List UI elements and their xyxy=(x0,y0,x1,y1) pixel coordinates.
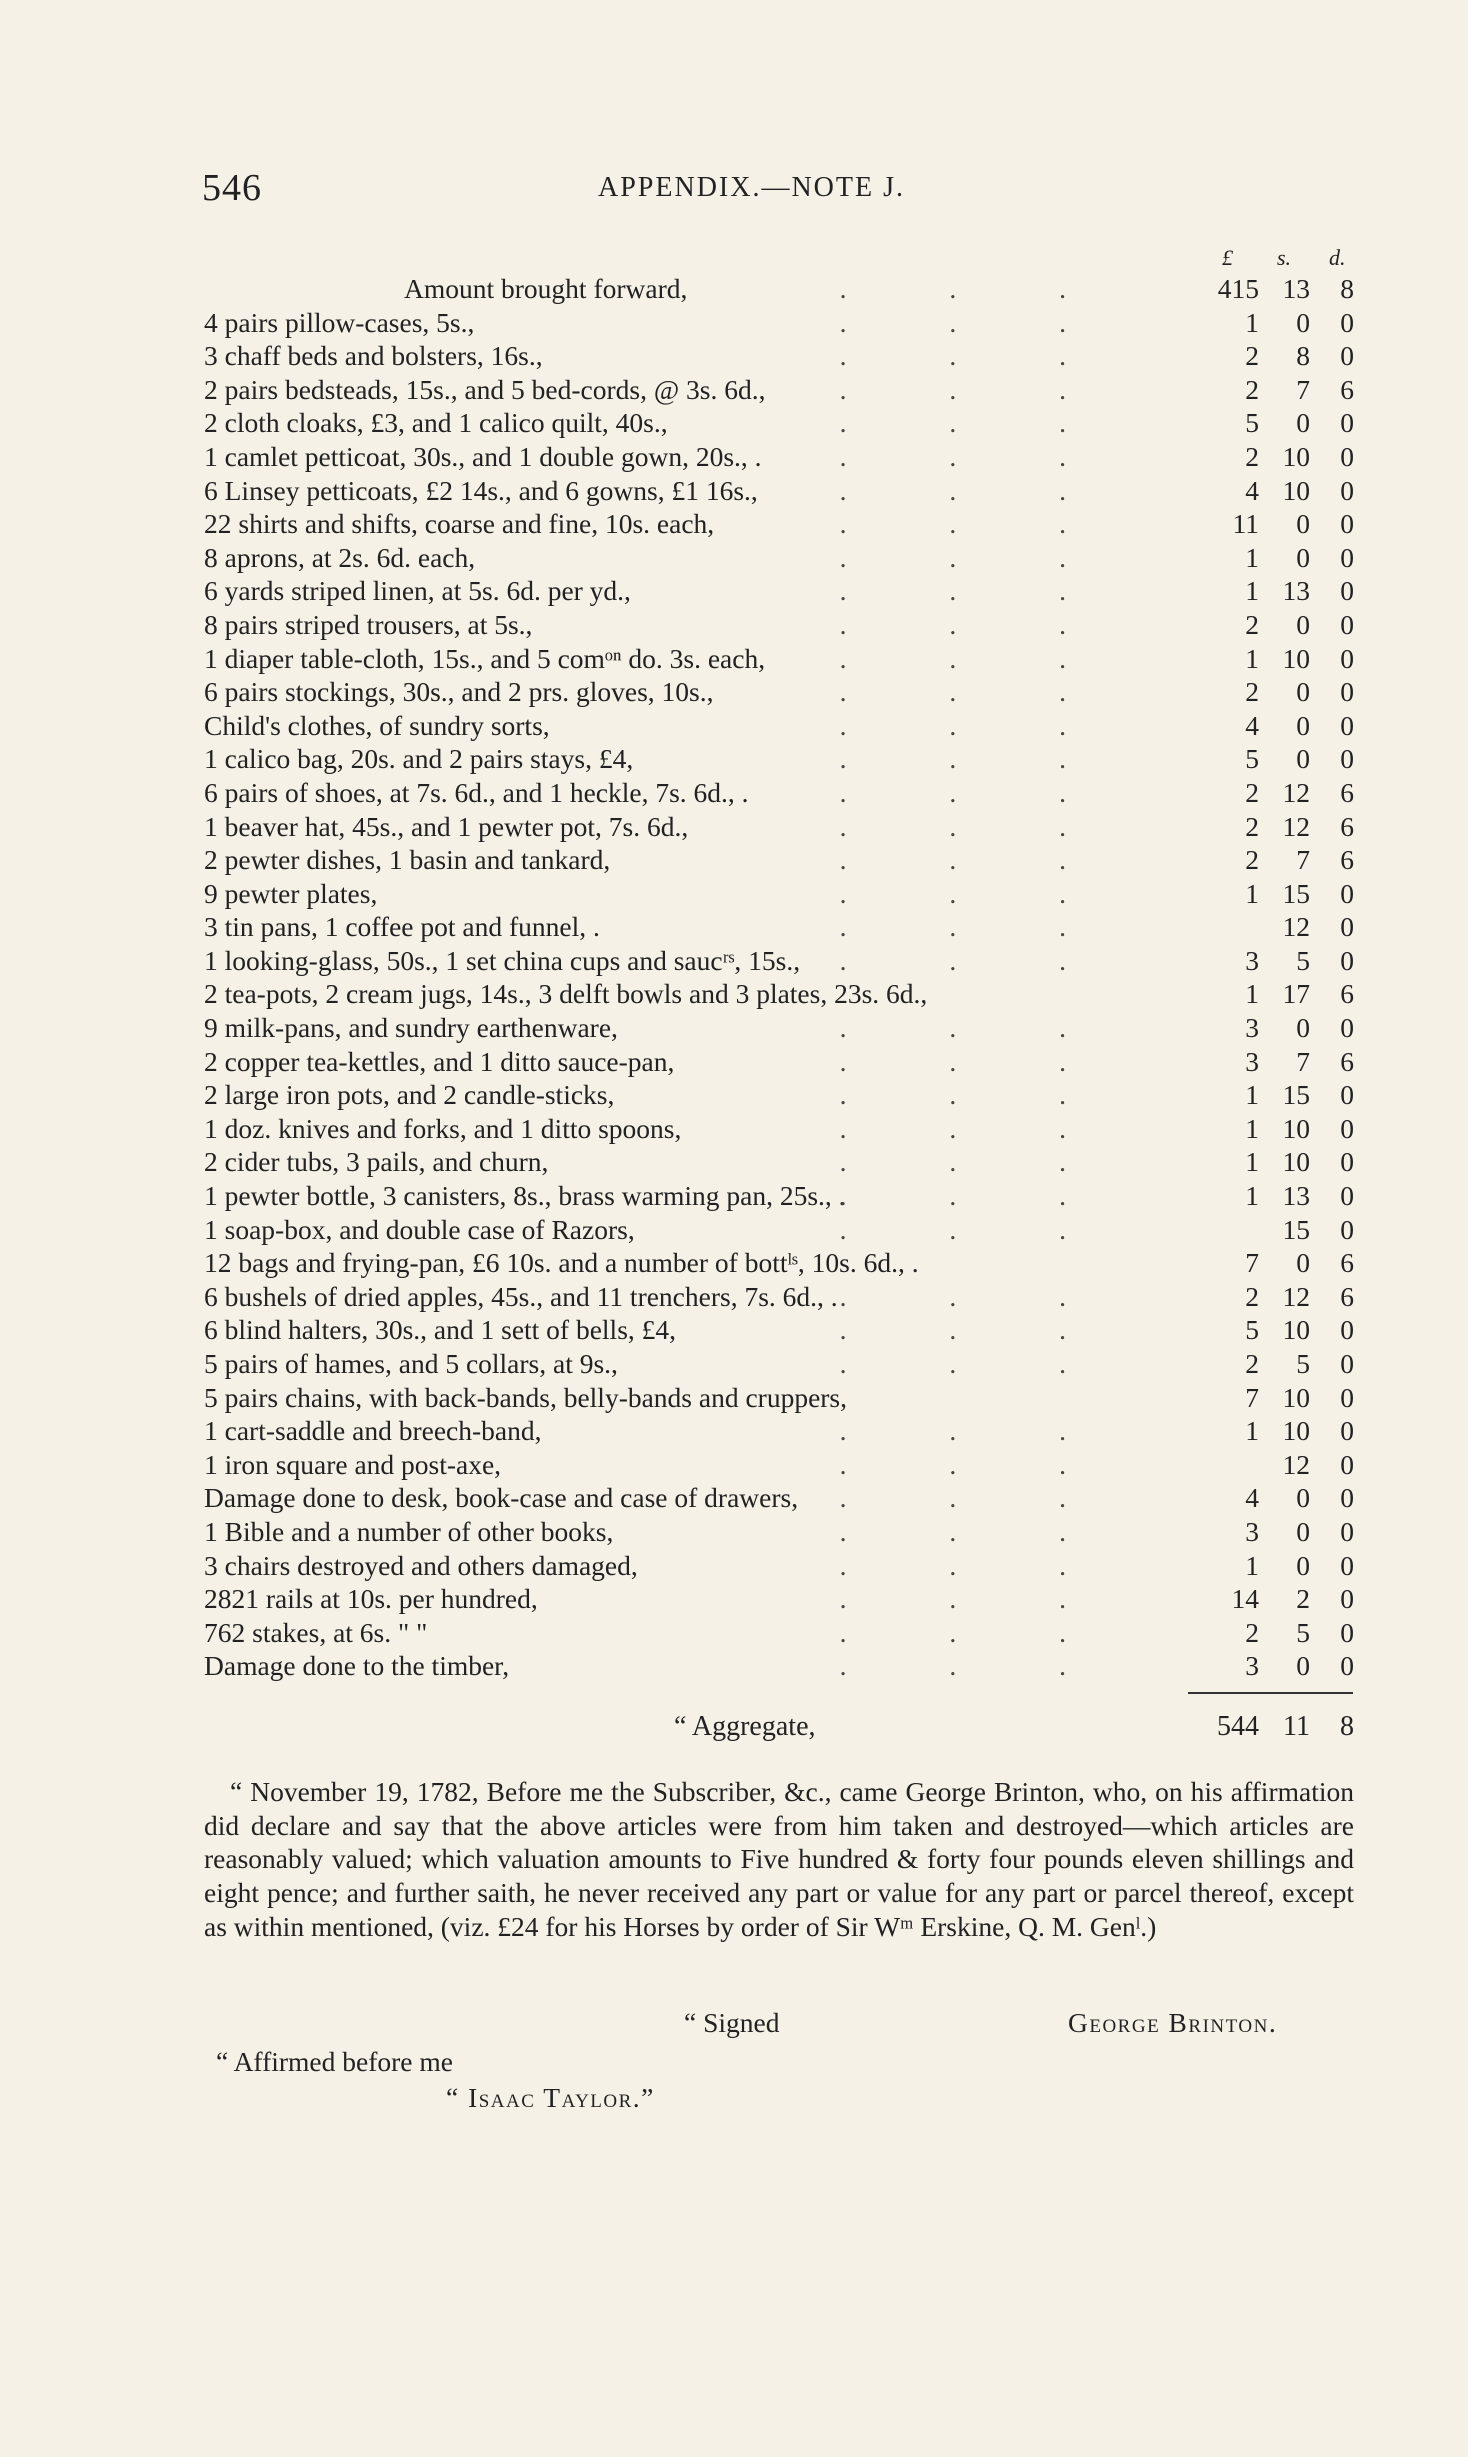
dot-leaders: . . . xyxy=(839,306,1114,338)
ledger-shillings: 15 xyxy=(1282,1079,1310,1111)
ledger-pounds: 1 xyxy=(1245,1415,1259,1447)
ledger-item: 1 iron square and post-axe, xyxy=(204,1448,502,1480)
ledger-shillings: 5 xyxy=(1296,1348,1310,1379)
ledger-pence: 0 xyxy=(1340,676,1354,708)
ledger-shillings: 10 xyxy=(1282,1415,1310,1447)
ledger-pounds: 2 xyxy=(1245,1616,1259,1648)
ledger-pounds: 1 xyxy=(1245,541,1259,573)
ledger-shillings: 7 xyxy=(1296,844,1310,876)
ledger-item: 1 looking-glass, 50s., 1 set china cups and saucʳˢ, 15s., xyxy=(204,944,801,976)
ledger-row xyxy=(204,1347,1354,1381)
ledger-shillings: 0 xyxy=(1296,1515,1310,1547)
ledger-pence: 0 xyxy=(1340,944,1354,976)
ledger-shillings: 12 xyxy=(1282,1280,1310,1312)
ledger-pence: 0 xyxy=(1340,306,1354,338)
ledger-row xyxy=(204,272,1354,306)
ledger-pounds: 3 xyxy=(1245,1515,1259,1547)
ledger-item: Child's clothes, of sundry sorts, xyxy=(204,709,550,741)
ledger-pence: 6 xyxy=(1340,1045,1354,1077)
ledger-pounds: 3 xyxy=(1245,1045,1259,1077)
dot-leaders: . . . xyxy=(839,844,1114,876)
dot-leaders: . . . xyxy=(839,1012,1114,1044)
ledger-shillings: 0 xyxy=(1296,676,1310,708)
ledger-row xyxy=(204,675,1354,709)
ledger-pounds: 2 xyxy=(1245,440,1259,472)
ledger-pence: 6 xyxy=(1340,776,1354,808)
ledger-pence: 0 xyxy=(1340,1180,1354,1212)
ledger-item: 3 tin pans, 1 coffee pot and funnel, . xyxy=(204,911,600,943)
ledger-shillings: 13 xyxy=(1282,575,1310,607)
ledger-item: 8 pairs striped trousers, at 5s., xyxy=(204,608,533,640)
ledger-row xyxy=(204,910,1354,944)
ledger-pounds: 5 xyxy=(1245,743,1259,775)
ledger-pence: 0 xyxy=(1340,642,1354,674)
ledger-pounds: 4 xyxy=(1245,474,1259,506)
ledger-pence: 0 xyxy=(1340,1381,1354,1413)
dot-leaders: . . . xyxy=(839,1079,1114,1111)
ledger-pounds: 5 xyxy=(1245,407,1259,439)
total-rule xyxy=(1188,1692,1353,1694)
ledger-pence: 6 xyxy=(1340,1247,1354,1279)
dot-leaders: . . . xyxy=(839,877,1114,909)
dot-leaders: . . . xyxy=(839,1482,1114,1514)
ledger-row xyxy=(204,977,1354,1011)
ledger-pence: 6 xyxy=(1340,844,1354,876)
ledger-row xyxy=(204,440,1354,474)
signer-name: George Brinton. xyxy=(1068,2007,1278,2038)
ledger-shillings: 10 xyxy=(1282,1112,1310,1144)
ledger-pence: 0 xyxy=(1340,1314,1354,1346)
inventory-ledger xyxy=(204,272,1354,1683)
ledger-item: 2 pewter dishes, 1 basin and tankard, xyxy=(204,844,611,876)
ledger-item: 2 copper tea-kettles, and 1 ditto sauce-pan, xyxy=(204,1045,675,1077)
ledger-shillings: 0 xyxy=(1296,1012,1310,1044)
affidavit-paragraph xyxy=(204,1775,1354,1944)
ledger-shillings: 13 xyxy=(1282,1180,1310,1212)
ledger-pounds: 7 xyxy=(1245,1247,1259,1279)
ledger-row xyxy=(204,1549,1354,1583)
dot-leaders: . . . xyxy=(839,1515,1114,1547)
dot-leaders: . . . xyxy=(839,1112,1114,1144)
aggregate-label: “ Aggregate, xyxy=(674,1711,816,1742)
dot-leaders: . . . xyxy=(839,676,1114,708)
ledger-shillings: 0 xyxy=(1296,1549,1310,1581)
ledger-pounds: 2 xyxy=(1245,1280,1259,1312)
ledger-item: 3 chaff beds and bolsters, 16s., xyxy=(204,340,543,372)
ledger-row xyxy=(204,1448,1354,1482)
ledger-pence: 0 xyxy=(1340,1448,1354,1480)
ledger-row xyxy=(204,1179,1354,1213)
ledger-item: 1 camlet petticoat, 30s., and 1 double gown, 20s., . xyxy=(204,440,762,472)
ledger-item: 1 calico bag, 20s. and 2 pairs stays, £4, xyxy=(204,743,634,775)
dot-leaders: . . . xyxy=(839,340,1114,372)
ledger-pounds: 7 xyxy=(1245,1381,1259,1413)
dot-leaders: . . . xyxy=(839,541,1114,573)
signed-label: “ Signed xyxy=(684,2007,780,2038)
ledger-shillings: 0 xyxy=(1296,1247,1310,1279)
ledger-item: 2 large iron pots, and 2 candle-sticks, xyxy=(204,1079,615,1111)
ledger-pence: 0 xyxy=(1340,440,1354,472)
ledger-item: 2 cloth cloaks, £3, and 1 calico quilt, 40s., xyxy=(204,407,668,439)
ledger-row xyxy=(204,306,1354,340)
ledger-pence: 8 xyxy=(1340,273,1354,304)
dot-leaders: . . . xyxy=(839,1280,1114,1312)
ledger-pounds: 1 xyxy=(1245,642,1259,674)
dot-leaders: . . . xyxy=(839,1045,1114,1077)
ledger-row xyxy=(204,1213,1354,1247)
ledger-row xyxy=(204,877,1354,911)
ledger-shillings: 0 xyxy=(1296,1482,1310,1514)
ledger-item: 1 beaver hat, 45s., and 1 pewter pot, 7s. 6d., xyxy=(204,810,689,842)
dot-leaders: . . . xyxy=(839,1616,1114,1648)
ledger-item: 762 stakes, at 6s. " " xyxy=(204,1616,428,1648)
ledger-item: 1 cart-saddle and breech-band, xyxy=(204,1415,542,1447)
ledger-pence: 0 xyxy=(1340,1012,1354,1044)
running-head: APPENDIX.—NOTE J. xyxy=(598,172,905,203)
ledger-item: 8 aprons, at 2s. 6d. each, xyxy=(204,541,476,573)
ledger-shillings: 0 xyxy=(1296,1650,1310,1682)
ledger-pence: 0 xyxy=(1340,1650,1354,1682)
ledger-item: 5 pairs of hames, and 5 collars, at 9s., xyxy=(204,1348,618,1379)
ledger-item: 9 milk-pans, and sundry earthenware, xyxy=(204,1012,618,1044)
ledger-shillings: 0 xyxy=(1296,407,1310,439)
ledger-shillings: 10 xyxy=(1282,1314,1310,1346)
ledger-pence: 0 xyxy=(1340,1549,1354,1581)
ledger-item: 1 diaper table-cloth, 15s., and 5 comᵒⁿ do. 3s. each, xyxy=(204,642,766,674)
ledger-shillings: 7 xyxy=(1296,1045,1310,1077)
ledger-shillings: 0 xyxy=(1296,541,1310,573)
ledger-row xyxy=(204,944,1354,978)
ledger-shillings: 10 xyxy=(1282,1381,1310,1413)
dot-leaders: . . . xyxy=(839,1549,1114,1581)
dot-leaders: . . . xyxy=(839,709,1114,741)
ledger-pounds: 2 xyxy=(1245,340,1259,372)
ledger-item: 12 bags and frying-pan, £6 10s. and a number of bottˡˢ, 10s. 6d., . xyxy=(204,1247,919,1279)
ledger-pounds: 4 xyxy=(1245,709,1259,741)
ledger-pence: 0 xyxy=(1340,877,1354,909)
ledger-pence: 0 xyxy=(1340,575,1354,607)
dot-leaders: . . . xyxy=(839,1180,1114,1212)
ledger-shillings: 13 xyxy=(1282,273,1310,304)
dot-leaders: . . . xyxy=(839,911,1114,943)
ledger-item: 6 bushels of dried apples, 45s., and 11 trenchers, 7s. 6d., . xyxy=(204,1280,838,1312)
dot-leaders: . . . xyxy=(839,1448,1114,1480)
ledger-shillings: 0 xyxy=(1296,608,1310,640)
ledger-shillings: 15 xyxy=(1282,877,1310,909)
ledger-item: 6 pairs stockings, 30s., and 2 prs. gloves, 10s., xyxy=(204,676,714,708)
ledger-pounds: 1 xyxy=(1245,1180,1259,1212)
ledger-pence: 0 xyxy=(1340,911,1354,943)
ledger-shillings: 10 xyxy=(1282,440,1310,472)
ledger-pence: 6 xyxy=(1340,373,1354,405)
ledger-shillings: 2 xyxy=(1296,1583,1310,1615)
ledger-shillings: 0 xyxy=(1296,709,1310,741)
dot-leaders: . . . xyxy=(839,1583,1114,1615)
dot-leaders: . . . xyxy=(839,1146,1114,1178)
ledger-item: 3 chairs destroyed and others damaged, xyxy=(204,1549,638,1581)
ledger-pence: 6 xyxy=(1340,1280,1354,1312)
aggregate-pounds: 544 xyxy=(1217,1711,1259,1742)
ledger-pence: 0 xyxy=(1340,1616,1354,1648)
signature-line xyxy=(204,2006,1354,2040)
ledger-row xyxy=(204,1280,1354,1314)
ledger-row xyxy=(204,1481,1354,1515)
ledger-item: 1 soap-box, and double case of Razors, xyxy=(204,1213,635,1245)
ledger-row xyxy=(204,1313,1354,1347)
ledger-shillings: 0 xyxy=(1296,508,1310,540)
ledger-item: 1 pewter bottle, 3 canisters, 8s., brass warming pan, 25s., . xyxy=(204,1180,846,1212)
dot-leaders: . . . xyxy=(839,642,1114,674)
ledger-shillings: 8 xyxy=(1296,340,1310,372)
ledger-row xyxy=(204,1078,1354,1112)
ledger-row xyxy=(204,810,1354,844)
ledger-item: Damage done to the timber, xyxy=(204,1650,510,1682)
dot-leaders: . . . xyxy=(839,608,1114,640)
ledger-pounds: 1 xyxy=(1245,978,1259,1010)
ledger-pence: 0 xyxy=(1340,1415,1354,1447)
ledger-pence: 0 xyxy=(1340,1583,1354,1615)
aggregate-shillings: 11 xyxy=(1283,1711,1310,1742)
ledger-pounds: 2 xyxy=(1245,608,1259,640)
ledger-shillings: 17 xyxy=(1282,978,1310,1010)
ledger-pounds: 1 xyxy=(1245,1112,1259,1144)
ledger-shillings: 12 xyxy=(1282,911,1310,943)
ledger-pence: 6 xyxy=(1340,810,1354,842)
ledger-pounds: 4 xyxy=(1245,1482,1259,1514)
ledger-pence: 0 xyxy=(1340,1146,1354,1178)
ledger-pounds: 2 xyxy=(1245,810,1259,842)
ledger-item: 6 Linsey petticoats, £2 14s., and 6 gowns, £1 16s., xyxy=(204,474,758,506)
ledger-pounds: 1 xyxy=(1245,575,1259,607)
ledger-item: 2821 rails at 10s. per hundred, xyxy=(204,1583,538,1615)
page-number: 546 xyxy=(202,167,262,209)
ledger-pence: 0 xyxy=(1340,407,1354,439)
ledger-row xyxy=(204,1246,1354,1280)
ledger-row xyxy=(204,1145,1354,1179)
dot-leaders: . . . xyxy=(839,508,1114,540)
dot-leaders: . . . xyxy=(839,1314,1114,1346)
ledger-item: 1 doz. knives and forks, and 1 ditto spoons, xyxy=(204,1112,682,1144)
ledger-pounds: 3 xyxy=(1245,1012,1259,1044)
ledger-item: 6 blind halters, 30s., and 1 sett of bells, £4, xyxy=(204,1314,677,1346)
ledger-pounds: 1 xyxy=(1245,1079,1259,1111)
ledger-shillings: 10 xyxy=(1282,1146,1310,1178)
ledger-pounds: 14 xyxy=(1231,1583,1259,1615)
ledger-row xyxy=(204,1515,1354,1549)
ledger-row xyxy=(204,843,1354,877)
ledger-pounds: 2 xyxy=(1245,844,1259,876)
ledger-row xyxy=(204,642,1354,676)
ledger-item: 9 pewter plates, xyxy=(204,877,378,909)
dot-leaders: . . . xyxy=(839,743,1114,775)
ledger-item: Amount brought forward, xyxy=(404,273,688,304)
ledger-item: 6 pairs of shoes, at 7s. 6d., and 1 heckle, 7s. 6d., . xyxy=(204,776,749,808)
dot-leaders: . . . xyxy=(839,474,1114,506)
ledger-pounds: 11 xyxy=(1232,508,1259,540)
dot-leaders: . . . xyxy=(839,1415,1114,1447)
ledger-shillings: 12 xyxy=(1282,1448,1310,1480)
ledger-item: 5 pairs chains, with back-bands, belly-bands and cruppers, xyxy=(204,1381,848,1413)
dot-leaders: . . . xyxy=(839,1213,1114,1245)
dot-leaders: . . . xyxy=(839,1348,1114,1379)
ledger-row xyxy=(204,1649,1354,1683)
dot-leaders: . . . xyxy=(839,810,1114,842)
affirmed-line: “ Affirmed before me xyxy=(216,2046,453,2077)
ledger-item: 6 yards striped linen, at 5s. 6d. per yd., xyxy=(204,575,631,607)
ledger-row xyxy=(204,406,1354,440)
ledger-pounds: 2 xyxy=(1245,676,1259,708)
ledger-row xyxy=(204,474,1354,508)
ledger-pounds: 3 xyxy=(1245,944,1259,976)
ledger-pounds: 1 xyxy=(1245,306,1259,338)
ledger-row xyxy=(204,1582,1354,1616)
ledger-row xyxy=(204,1112,1354,1146)
ledger-shillings: 0 xyxy=(1296,306,1310,338)
ledger-row xyxy=(204,1381,1354,1415)
aggregate-row xyxy=(204,1710,1354,1744)
dot-leaders: . . . xyxy=(839,440,1114,472)
ledger-pence: 0 xyxy=(1340,1348,1354,1379)
dot-leaders: . . . xyxy=(839,1650,1114,1682)
ledger-pence: 0 xyxy=(1340,340,1354,372)
dot-leaders: . . . xyxy=(839,944,1114,976)
ledger-item: 1 Bible and a number of other books, xyxy=(204,1515,614,1547)
ledger-row xyxy=(204,608,1354,642)
ledger-row xyxy=(204,574,1354,608)
ledger-shillings: 12 xyxy=(1282,776,1310,808)
ledger-pence: 0 xyxy=(1340,1482,1354,1514)
ledger-pence: 0 xyxy=(1340,508,1354,540)
dot-leaders: . . . xyxy=(839,373,1114,405)
ledger-shillings: 0 xyxy=(1296,743,1310,775)
ledger-pounds: 1 xyxy=(1245,1146,1259,1178)
ledger-item: 22 shirts and shifts, coarse and fine, 10s. each, xyxy=(204,508,715,540)
ledger-pence: 0 xyxy=(1340,1079,1354,1111)
ledger-shillings: 12 xyxy=(1282,810,1310,842)
ledger-pounds: 3 xyxy=(1245,1650,1259,1682)
ledger-pence: 0 xyxy=(1340,608,1354,640)
ledger-shillings: 7 xyxy=(1296,373,1310,405)
dot-leaders: . . . xyxy=(839,407,1114,439)
ledger-row xyxy=(204,507,1354,541)
ledger-pounds: 2 xyxy=(1245,373,1259,405)
ledger-pence: 6 xyxy=(1340,978,1354,1010)
ledger-item: 2 cider tubs, 3 pails, and churn, xyxy=(204,1146,549,1178)
ledger-pence: 0 xyxy=(1340,709,1354,741)
ledger-row xyxy=(204,1045,1354,1079)
ledger-row xyxy=(204,742,1354,776)
shillings-column-head: s. xyxy=(1277,245,1292,270)
ledger-pence: 0 xyxy=(1340,1515,1354,1547)
ledger-pence: 0 xyxy=(1340,541,1354,573)
pence-column-head: d. xyxy=(1329,245,1346,270)
ledger-row xyxy=(204,541,1354,575)
dot-leaders: . . . xyxy=(839,575,1114,607)
ledger-row xyxy=(204,1616,1354,1650)
ledger-shillings: 5 xyxy=(1296,1616,1310,1648)
ledger-shillings: 10 xyxy=(1282,474,1310,506)
ledger-pence: 0 xyxy=(1340,743,1354,775)
ledger-row xyxy=(204,709,1354,743)
ledger-item: 2 tea-pots, 2 cream jugs, 14s., 3 delft bowls and 3 plates, 23s. 6d., xyxy=(204,978,928,1010)
ledger-item: 4 pairs pillow-cases, 5s., xyxy=(204,306,475,338)
ledger-item: Damage done to desk, book-case and case of drawers, xyxy=(204,1482,799,1514)
ledger-pounds: 415 xyxy=(1217,273,1259,304)
ledger-item: 2 pairs bedsteads, 15s., and 5 bed-cords, @ 3s. 6d., xyxy=(204,373,766,405)
pounds-column-head: £ xyxy=(1222,245,1233,270)
affidavit-text: “ November 19, 1782, Before me the Subscriber, &c., came George Brinton, who, on his affirmation did declare and say that the above articles were from him taken and destroyed—which articles are reasonably valued; which valuation amounts to Five hundred & forty four pounds eleven shillings and eight pence; and further saith, he never received any part or value for any part or parcel thereof, except as within mentioned, (viz. £24 for his Horses by order of Sir Wᵐ Erskine, Q. M. Genˡ.) xyxy=(204,1776,1354,1942)
ledger-pounds: 2 xyxy=(1245,1348,1259,1379)
ledger-pence: 0 xyxy=(1340,1112,1354,1144)
ledger-pounds: 5 xyxy=(1245,1314,1259,1346)
ledger-row xyxy=(204,1414,1354,1448)
ledger-pence: 0 xyxy=(1340,474,1354,506)
dot-leaders: . . . xyxy=(839,776,1114,808)
ledger-pounds: 1 xyxy=(1245,1549,1259,1581)
ledger-row xyxy=(204,373,1354,407)
ledger-row xyxy=(204,1011,1354,1045)
ledger-pounds: 2 xyxy=(1245,776,1259,808)
ledger-shillings: 15 xyxy=(1282,1213,1310,1245)
ledger-shillings: 10 xyxy=(1282,642,1310,674)
ledger-pounds: 1 xyxy=(1245,877,1259,909)
ledger-row xyxy=(204,776,1354,810)
aggregate-pence: 8 xyxy=(1340,1711,1354,1742)
ledger-pence: 0 xyxy=(1340,1213,1354,1245)
dot-leaders: . . . xyxy=(839,273,1114,304)
ledger-row xyxy=(204,339,1354,373)
justice-name: “ Isaac Taylor.” xyxy=(446,2082,655,2113)
ledger-shillings: 5 xyxy=(1296,944,1310,976)
